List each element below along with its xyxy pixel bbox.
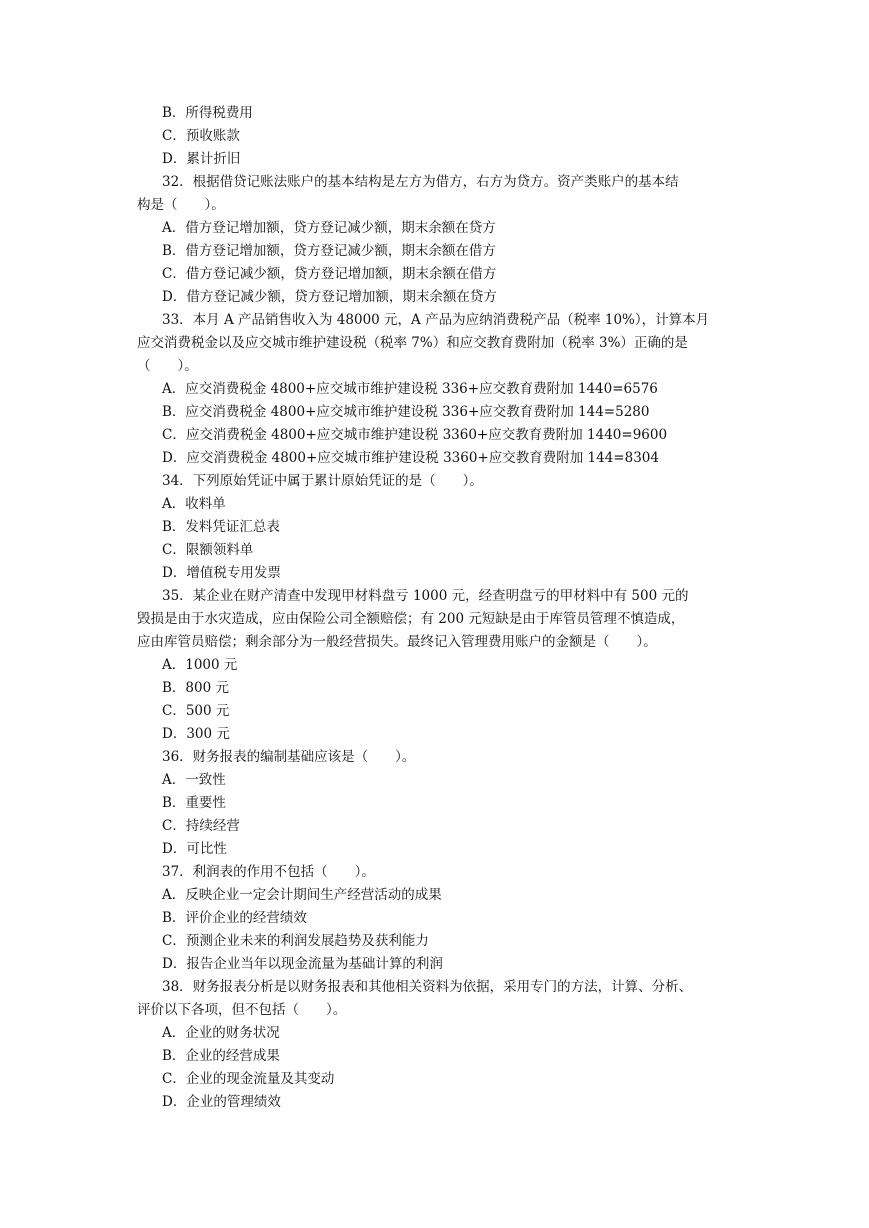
answer-option: D．增值税专用发票 [162, 565, 281, 581]
answer-option: D．可比性 [162, 841, 227, 857]
answer-option: A．1000 元 [162, 657, 238, 673]
question-text: 34．下列原始凭证中属于累计原始凭证的是（ ）。 [162, 473, 483, 489]
answer-option: B．应交消费税金 4800+应交城市维护建设税 336+应交教育费附加 144=5280 [162, 404, 650, 420]
question-text-continued: 应交消费税金以及应交城市维护建设税（税率 7%）和应交教育费附加（税率 3%）正确的是 [137, 335, 688, 351]
question-text: 36．财务报表的编制基础应该是（ ）。 [162, 749, 416, 765]
question-text: 33．本月 A 产品销售收入为 48000 元，A 产品为应纳消费税产品（税率 10%），计算本月 [162, 312, 710, 328]
answer-option: C．预测企业未来的利润发展趋势及获利能力 [162, 933, 429, 949]
answer-option: C．企业的现金流量及其变动 [162, 1071, 335, 1087]
answer-option: C．预收账款 [162, 128, 240, 144]
answer-option: A．企业的财务状况 [162, 1025, 280, 1041]
answer-option: A．一致性 [162, 772, 226, 788]
question-text: 35．某企业在财产清查中发现甲材料盘亏 1000 元，经查明盘亏的甲材料中有 500 元的 [162, 588, 689, 604]
answer-option: C．限额领料单 [162, 542, 254, 558]
question-text-continued: （ ）。 [137, 358, 198, 374]
answer-option: B．评价企业的经营绩效 [162, 910, 307, 926]
answer-option: D．报告企业当年以现金流量为基础计算的利润 [162, 956, 443, 972]
answer-option: C．持续经营 [162, 818, 240, 834]
answer-option: D．借方登记减少额，贷方登记增加额，期末余额在贷方 [162, 289, 497, 305]
answer-option: D．累计折旧 [162, 151, 241, 167]
answer-option: C．借方登记减少额，贷方登记增加额，期末余额在借方 [162, 266, 497, 282]
question-text: 38．财务报表分析是以财务报表和其他相关资料为依据，采用专门的方法，计算、分析、 [162, 979, 693, 995]
answer-option: A．收料单 [162, 496, 226, 512]
answer-option: B．所得税费用 [162, 105, 253, 121]
question-text-continued: 构是（ ）。 [137, 197, 225, 213]
question-text-continued: 评价以下各项，但不包括（ ）。 [137, 1002, 347, 1018]
answer-option: A．应交消费税金 4800+应交城市维护建设税 336+应交教育费附加 1440=6576 [162, 381, 658, 397]
answer-option: D．企业的管理绩效 [162, 1094, 281, 1110]
answer-option: B．借方登记增加额，贷方登记减少额，期末余额在借方 [162, 243, 496, 259]
answer-option: B．重要性 [162, 795, 226, 811]
question-text: 32．根据借贷记账法账户的基本结构是左方为借方，右方为贷方。资产类账户的基本结 [162, 174, 679, 190]
question-text: 37．利润表的作用不包括（ ）。 [162, 864, 375, 880]
answer-option: A．反映企业一定会计期间生产经营活动的成果 [162, 887, 442, 903]
answer-option: B．发料凭证汇总表 [162, 519, 280, 535]
answer-option: B．企业的经营成果 [162, 1048, 280, 1064]
question-text-continued: 毁损是由于水灾造成，应由保险公司全额赔偿；有 200 元短缺是由于库管员管理不慎造成， [137, 611, 685, 627]
document-body [137, 102, 737, 1114]
answer-option: C．500 元 [162, 703, 230, 719]
question-text-continued: 应由库管员赔偿；剩余部分为一般经营损失。最终记入管理费用账户的金额是（ ）。 [137, 634, 657, 650]
answer-option: B．800 元 [162, 680, 229, 696]
answer-option: C．应交消费税金 4800+应交城市维护建设税 3360+应交教育费附加 1440=9600 [162, 427, 668, 443]
answer-option: D．应交消费税金 4800+应交城市维护建设税 3360+应交教育费附加 144=8304 [162, 450, 659, 466]
answer-option: D．300 元 [162, 726, 230, 742]
answer-option: A．借方登记增加额，贷方登记减少额，期末余额在贷方 [162, 220, 496, 236]
